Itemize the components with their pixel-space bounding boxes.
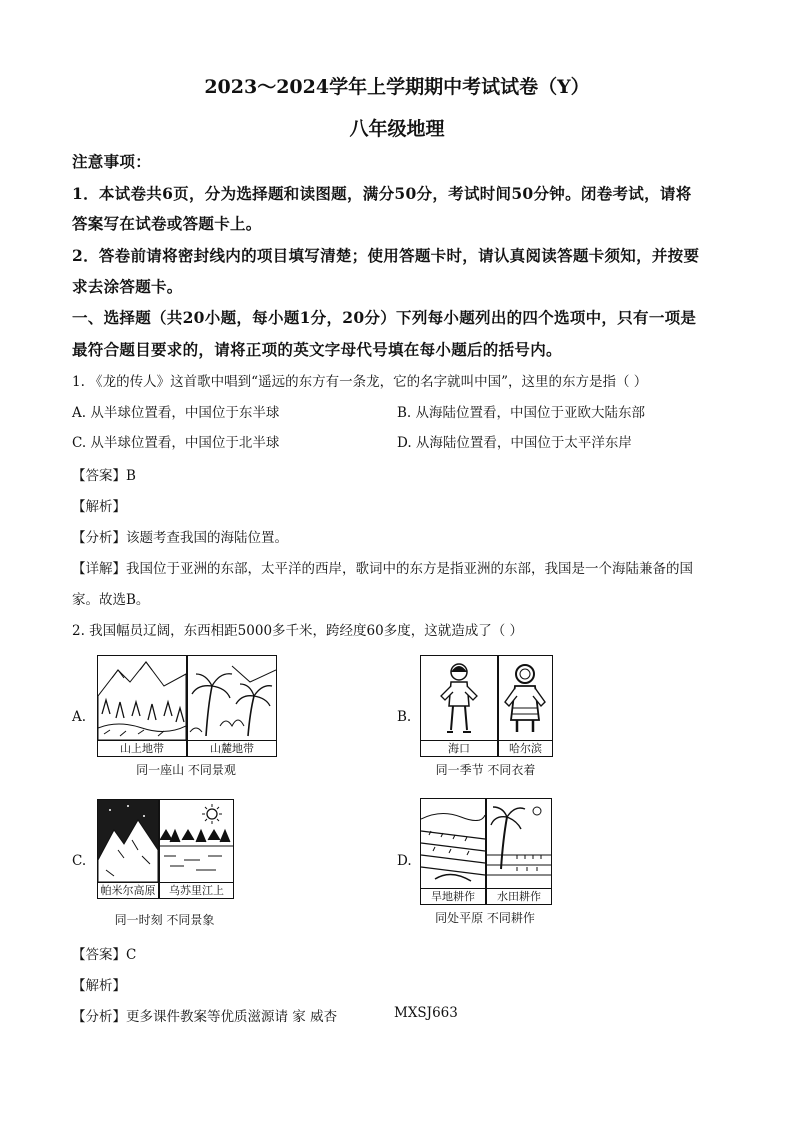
notice-heading: 注意事项： <box>72 152 152 171</box>
paddy-farming-icon <box>487 799 551 888</box>
section1-line1: 一、选择题（共20小题，每小题1分，20分）下列每小题列出的四个选项中，只有一项是 <box>72 308 697 327</box>
q1-detail-line1: 【详解】我国位于亚洲的东部，太平洋的西岸，歌词中的东方是指亚洲的东部，我国是一个海陆兼备的国 <box>72 561 693 577</box>
tropical-forest-icon <box>188 656 276 740</box>
watermark-code: MXSJ663 <box>394 1005 458 1021</box>
section1-line2: 最符合题目要求的，请将正项的英文字母代号填在每小题后的括号内。 <box>72 340 562 359</box>
q2-fenxi: 【分析】更多课件教案等优质滋源请 家 威杏 <box>72 1009 338 1025</box>
q1-option-c: C. 从半球位置看，中国位于北半球 <box>72 435 280 451</box>
q2-option-d-letter: D. <box>397 853 412 869</box>
q1-option-a: A. 从半球位置看，中国位于东半球 <box>72 405 280 421</box>
q1-analysis-label: 【解析】 <box>72 499 126 515</box>
summer-person-icon <box>421 656 497 740</box>
harbin-panel <box>498 655 553 757</box>
winter-person-icon <box>499 656 552 740</box>
mountain-foot-panel <box>187 655 277 757</box>
q1-answer: 【答案】B <box>72 468 136 484</box>
q2-answer: 【答案】C <box>72 947 137 963</box>
notice-item1-line2: 答案写在试卷或答题卡上。 <box>72 214 262 233</box>
q1-detail-line2: 家。故选B。 <box>72 592 150 608</box>
notice-item2-line2: 求去涂答题卡。 <box>72 277 183 296</box>
q1-stem: 1. 《龙的传人》这首歌中唱到“遥远的东方有一条龙，它的名字就叫中国”，这里的东方是指（ ） <box>72 374 648 390</box>
mountain-snow-icon <box>98 656 186 740</box>
q2-a-left-label: 山上地带 <box>98 740 186 757</box>
q2-d-caption: 同处平原 不同耕作 <box>435 911 535 925</box>
q2-option-c-letter: C. <box>72 853 87 869</box>
mountain-top-panel <box>97 655 187 757</box>
q2-c-right-label: 乌苏里江上 <box>160 882 233 899</box>
pamir-panel <box>97 799 159 899</box>
night-mountain-icon <box>98 800 158 882</box>
q2-d-right-label: 水田耕作 <box>487 888 551 905</box>
exam-title: 2023～2024学年上学期期中考试试卷（Y） <box>204 76 590 98</box>
q1-fenxi: 【分析】该题考查我国的海陆位置。 <box>72 530 288 546</box>
dryland-panel <box>420 798 486 905</box>
haikou-panel <box>420 655 498 757</box>
q2-b-caption: 同一季节 不同衣着 <box>435 763 536 777</box>
q1-option-d: D. 从海陆位置看，中国位于太平洋东岸 <box>397 435 632 451</box>
q2-b-right-label: 哈尔滨 <box>499 740 552 757</box>
wusuli-panel <box>159 799 234 899</box>
q2-option-b-letter: B. <box>397 709 412 725</box>
q2-option-a-letter: A. <box>72 709 87 725</box>
sunrise-river-icon <box>160 800 233 882</box>
notice-item1-line1: 1．本试卷共6页，分为选择题和读图题，满分50分，考试时间50分钟。闭卷考试，请将 <box>72 184 692 203</box>
q2-d-left-label: 旱地耕作 <box>421 888 485 905</box>
q2-a-caption: 同一座山 不同景观 <box>136 763 236 777</box>
q2-analysis-label: 【解析】 <box>72 978 126 994</box>
q2-c-caption: 同一时刻 不同景象 <box>114 913 215 927</box>
q2-stem: 2. 我国幅员辽阔，东西相距5000多千米，跨经度60多度，这就造成了（ ） <box>72 623 523 639</box>
q2-c-left-label: 帕米尔高原 <box>98 882 158 899</box>
q2-b-left-label: 海口 <box>421 740 497 757</box>
dryland-farming-icon <box>421 799 485 888</box>
q2-a-right-label: 山麓地带 <box>188 740 276 757</box>
paddy-panel <box>486 798 552 905</box>
q1-option-b: B. 从海陆位置看，中国位于亚欧大陆东部 <box>397 405 646 421</box>
notice-item2-line1: 2．答卷前请将密封线内的项目填写清楚；使用答题卡时，请认真阅读答题卡须知，并按要 <box>72 246 700 265</box>
exam-subtitle: 八年级地理 <box>349 118 445 140</box>
